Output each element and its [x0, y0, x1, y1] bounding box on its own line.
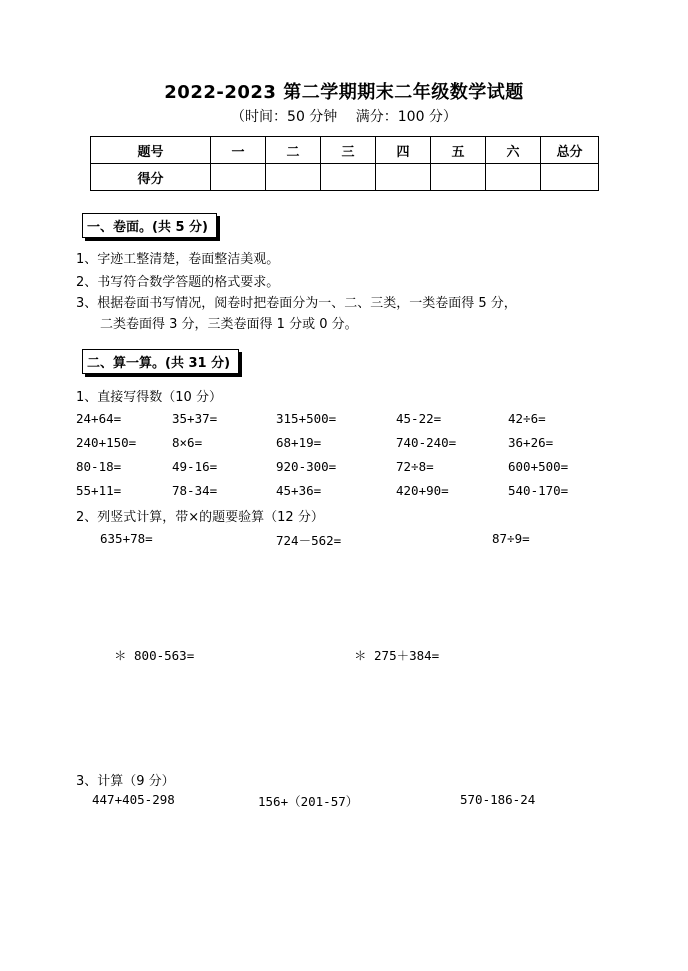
oral-problem: 540-170= — [508, 483, 569, 498]
oral-problem: 49-16= — [172, 459, 218, 474]
oral-problem: 24+64= — [76, 411, 122, 426]
score-cell[interactable] — [431, 164, 486, 191]
section1-item: 二类卷面得 3 分，三类卷面得 1 分或 0 分。 — [100, 317, 358, 332]
score-header-cell: 六 — [486, 137, 541, 164]
vertical-problem: 87÷9= — [492, 531, 530, 546]
oral-problem: 80-18= — [76, 459, 122, 474]
score-table-score-row — [91, 164, 599, 191]
score-row-label: 得分 — [91, 164, 211, 191]
mixed-problem: 447+405-298 — [92, 792, 175, 807]
score-cell[interactable] — [486, 164, 541, 191]
exam-subtitle: （时间：50 分钟 满分：100 分） — [231, 109, 457, 125]
vertical-problem: 724－562= — [276, 533, 342, 548]
oral-problem: 740-240= — [396, 435, 457, 450]
vertical-problem: 635+78= — [100, 531, 153, 546]
oral-problem: 36+26= — [508, 435, 554, 450]
part2-heading: 2、列竖式计算，带×的题要验算（12 分） — [76, 510, 324, 525]
score-header-cell: 总分 — [541, 137, 599, 164]
score-cell[interactable] — [376, 164, 431, 191]
vertical-problem-check: ＊ 800-563= — [114, 648, 195, 663]
score-header-cell: 四 — [376, 137, 431, 164]
score-header-cell: 五 — [431, 137, 486, 164]
oral-problem: 420+90= — [396, 483, 449, 498]
score-header-cell: 三 — [321, 137, 376, 164]
score-cell[interactable] — [211, 164, 266, 191]
oral-problem: 45+36= — [276, 483, 322, 498]
oral-problem: 78-34= — [172, 483, 218, 498]
score-table-header-row — [91, 137, 599, 164]
score-cell[interactable] — [541, 164, 599, 191]
exam-title: 2022-2023 第二学期期末二年级数学试题 — [164, 82, 524, 103]
oral-problem: 45-22= — [396, 411, 442, 426]
vertical-problem-check: ＊ 275＋384= — [354, 648, 440, 663]
section1-heading: 一、卷面。(共 5 分) — [82, 213, 217, 238]
section2-heading: 二、算一算。(共 31 分) — [82, 349, 239, 374]
part3-heading: 3、计算（9 分） — [76, 774, 175, 789]
oral-problem: 55+11= — [76, 483, 122, 498]
oral-problem: 42÷6= — [508, 411, 546, 426]
oral-problem: 920-300= — [276, 459, 337, 474]
part1-heading: 1、直接写得数（10 分） — [76, 390, 222, 405]
oral-problem: 35+37= — [172, 411, 218, 426]
score-table — [90, 136, 599, 191]
score-header-cell: 题号 — [91, 137, 211, 164]
score-header-cell: 一 — [211, 137, 266, 164]
oral-problem: 8×6= — [172, 435, 203, 450]
score-cell[interactable] — [266, 164, 321, 191]
oral-problem: 68+19= — [276, 435, 322, 450]
oral-problem: 240+150= — [76, 435, 137, 450]
mixed-problem: 156+（201-57） — [258, 794, 359, 809]
section1-item: 1、字迹工整清楚，卷面整洁美观。 — [76, 252, 280, 267]
oral-problem: 72÷8= — [396, 459, 434, 474]
oral-problem: 600+500= — [508, 459, 569, 474]
score-cell[interactable] — [321, 164, 376, 191]
section1-item: 2、书写符合数学答题的格式要求。 — [76, 275, 280, 290]
oral-problem: 315+500= — [276, 411, 337, 426]
score-header-cell: 二 — [266, 137, 321, 164]
mixed-problem: 570-186-24 — [460, 792, 536, 807]
section1-item: 3、根据卷面书写情况，阅卷时把卷面分为一、二、三类，一类卷面得 5 分， — [76, 296, 517, 311]
